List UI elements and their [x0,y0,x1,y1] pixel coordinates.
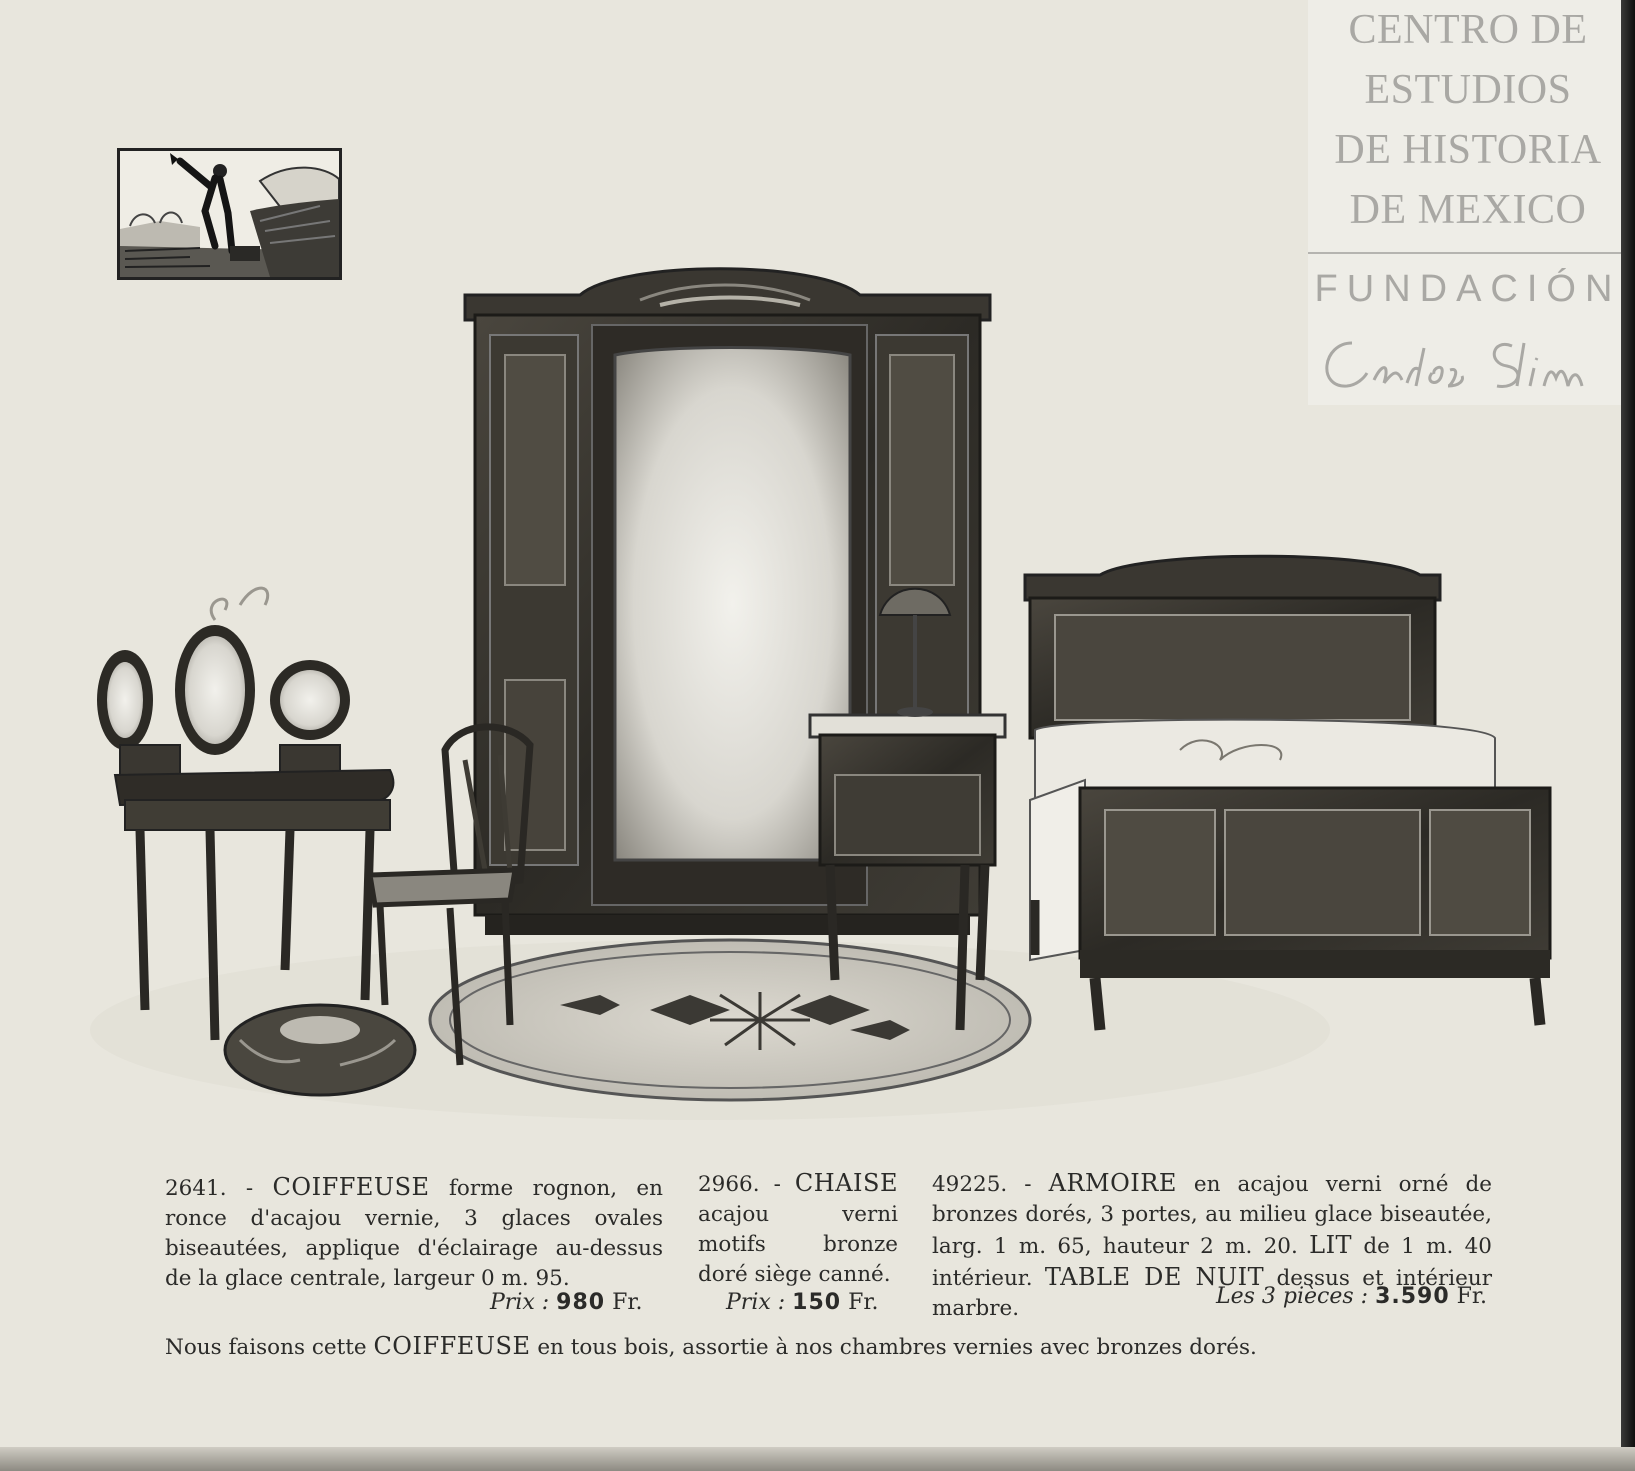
furniture-illustration [60,260,1580,1140]
page-edge-bottom [0,1447,1635,1471]
footnote-highlight: COIFFEUSE [373,1332,531,1360]
caption-chaise: 2966. - CHAISE acajou verni motifs bronze doré siège canné. [698,1169,898,1287]
page-edge-right [1621,0,1635,1471]
item-number-coiffeuse: 2641. [165,1176,227,1201]
caption-armoire: 49225. - ARMOIRE en acajou verni orné de bronzes dorés, 3 portes, au milieu glace biseautée, larg. 1 m. 65, hauteur 2 m. 20. LIT de 1 m. 40 intérieur. TABLE DE NUIT dessus et intérieur marbre. [932,1169,1492,1321]
item-name-chaise: CHAISE [794,1169,898,1197]
item-name-table-de-nuit: TABLE DE NUIT [1044,1263,1265,1291]
watermark-line-1: CENTRO DE [1348,7,1588,53]
footnote [165,1332,1465,1360]
item-name-lit: LIT [1309,1231,1353,1259]
item-number-chaise: 2966. [698,1172,760,1197]
price-chaise [726,1290,878,1315]
item-name-armoire: ARMOIRE [1048,1169,1177,1197]
caption-coiffeuse: 2641. - COIFFEUSE forme rognon, en ronce d'acajou vernie, 3 glaces ovales biseautées, applique d'éclairage au-dessus de la glace centrale, largeur 0 m. 95. [165,1173,663,1291]
rug [430,940,1030,1100]
watermark-foundation: FUNDACIÓN [1314,268,1622,310]
item-description-armoire-3: dessus et intérieur marbre. [932,1266,1492,1321]
price-armoire-set [1216,1284,1487,1309]
watermark-line-4: DE MEXICO [1349,187,1587,233]
price-coiffeuse [490,1290,642,1315]
price-currency-chaise: Fr. [848,1290,879,1315]
item-description-coiffeuse: forme rognon, en ronce d'acajou vernie, 3 glaces ovales biseautées, applique d'éclairage au-dessus de la glace centrale, largeur 0 m. 95. [165,1176,663,1291]
price-label-armoire: Les 3 pièces : [1216,1284,1369,1309]
footnote-before: Nous faisons cette [165,1335,367,1360]
price-label-chaise: Prix : [726,1290,786,1315]
price-currency-armoire: Fr. [1456,1284,1488,1309]
pouf [225,1005,415,1095]
watermark-line-2: ESTUDIOS [1364,67,1572,113]
item-description-armoire-1: en acajou verni orné de bronzes dorés, 3 portes, au milieu glace biseautée, larg. 1 m. 65, hauteur 2 m. 20. [932,1172,1492,1259]
watermark-divider [1308,252,1628,254]
price-value-armoire: 3.590 [1375,1284,1450,1309]
lit [1025,556,1550,1030]
price-value-chaise: 150 [792,1290,842,1315]
price-value-coiffeuse: 980 [556,1290,606,1315]
footnote-after: en tous bois, assortie à nos chambres vernies avec bronzes dorés. [537,1335,1257,1360]
item-description-chaise: acajou verni motifs bronze doré siège canné. [698,1202,898,1287]
item-name-coiffeuse: COIFFEUSE [272,1173,430,1201]
watermark-line-3: DE HISTORIA [1334,127,1602,173]
item-description-armoire-2: de 1 m. 40 intérieur. [932,1234,1492,1291]
price-currency-coiffeuse: Fr. [612,1290,643,1315]
price-label-coiffeuse: Prix : [490,1290,550,1315]
item-number-armoire: 49225. [932,1172,1008,1197]
